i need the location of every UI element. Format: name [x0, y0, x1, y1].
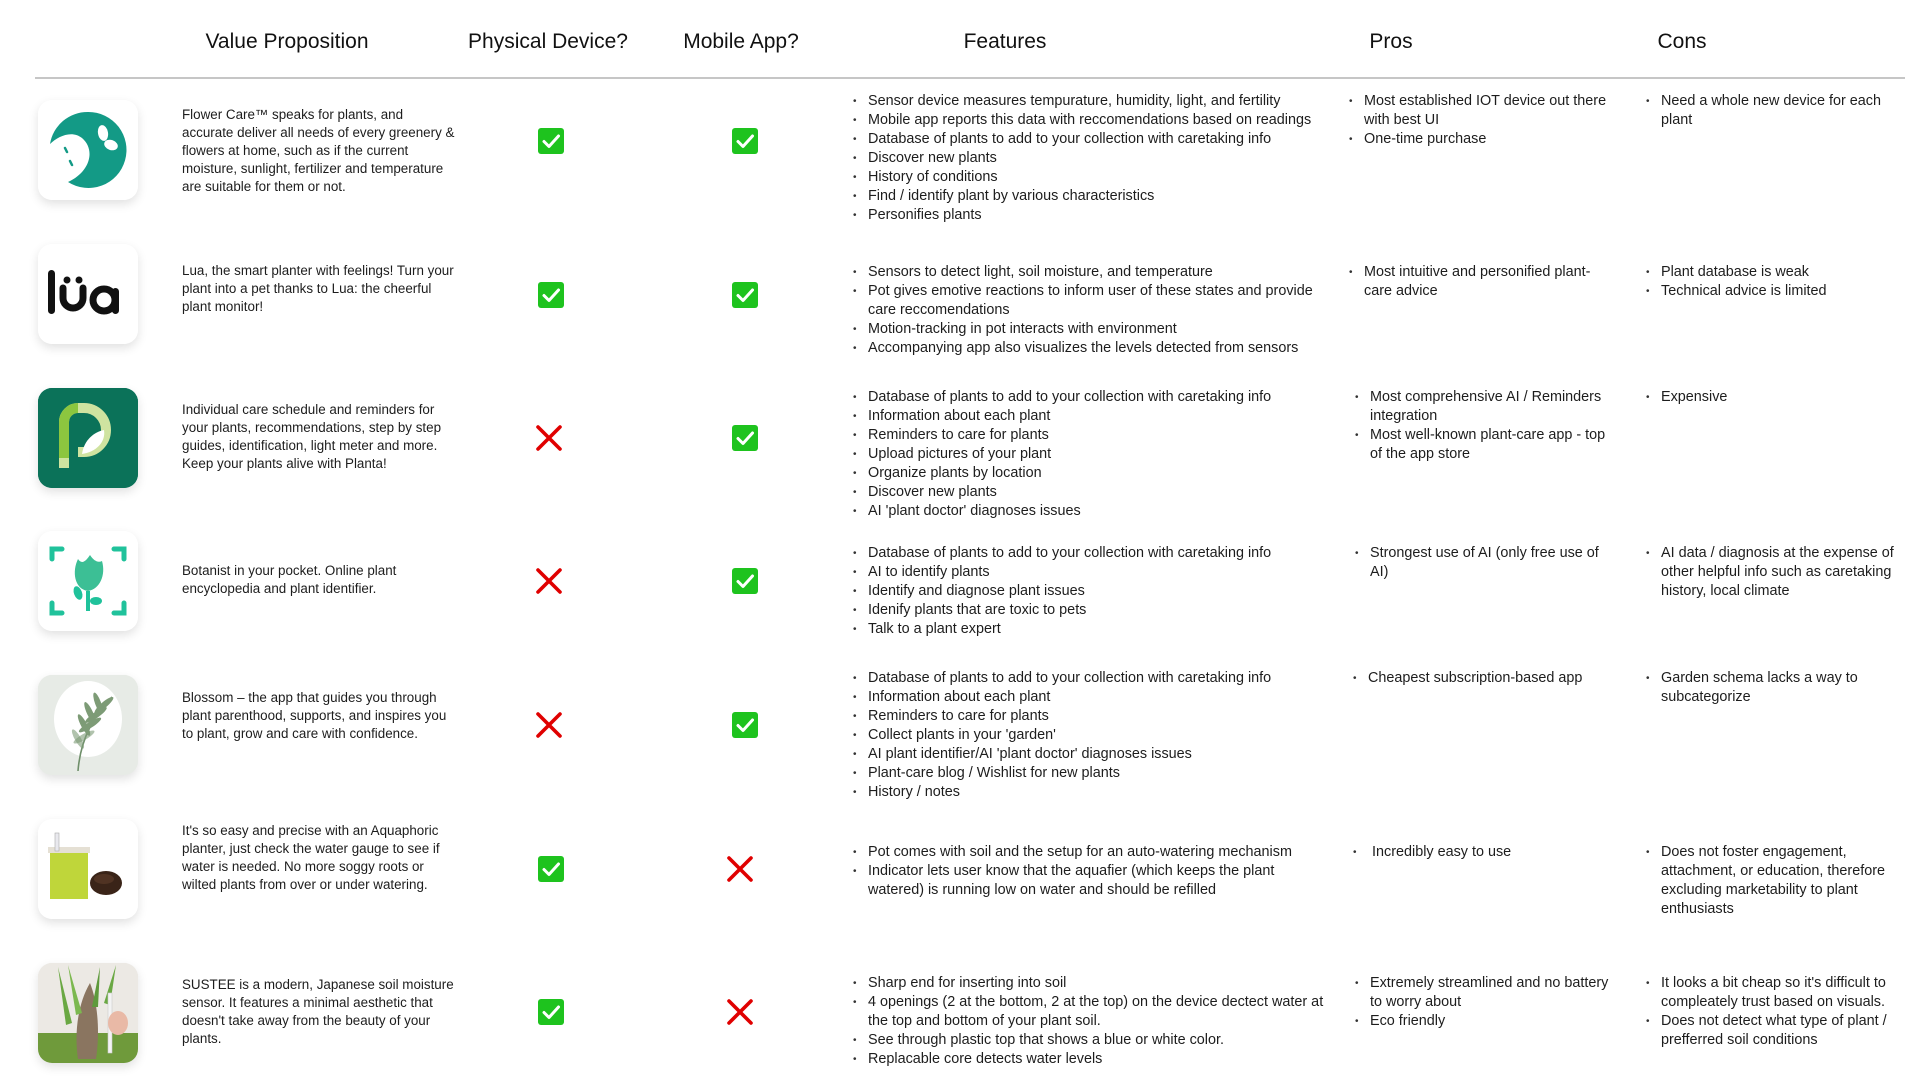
feature-item: • Identify and diagnose plant issues — [852, 582, 1332, 601]
pro-item: • Most well-known plant-care app - top of the app store — [1354, 426, 1618, 464]
feature-item: • Accompanying app also visualizes the levels detected from sensors — [852, 339, 1332, 358]
feature-item: • History / notes — [852, 783, 1332, 802]
pro-item: • Strongest use of AI (only free use of AI) — [1354, 544, 1618, 582]
feature-item: • 4 openings (2 at the bottom, 2 at the top) on the device dectect water at the top and bottom of your plant soil. — [852, 993, 1332, 1031]
pro-item: • Most intuitive and personified plant-care advice — [1348, 263, 1618, 301]
feature-item: • AI plant identifier/AI 'plant doctor' diagnoses issues — [852, 745, 1332, 764]
header-divider — [35, 77, 1905, 79]
value-proposition-text: Flower Care™ speaks for plants, and accurate deliver all needs of every greenery & flowers at home, such as if the current moisture, sunlight, fertilizer and temperature are suitable for them or not. — [182, 107, 455, 194]
physical-device-cross-icon — [535, 424, 563, 452]
value-proposition-text: It's so easy and precise with an Aquaphoric planter, just check the water gauge to see if water is needed. No more soggy roots or wilted plants from over or under watering. — [182, 823, 440, 892]
physical-device-check-icon — [537, 855, 565, 883]
feature-item: • Organize plants by location — [852, 464, 1332, 483]
feature-item: • Database of plants to add to your collection with caretaking info — [852, 669, 1332, 688]
con-item: • Does not detect what type of plant / prefferred soil conditions — [1645, 1012, 1910, 1050]
cons-list — [1645, 388, 1910, 407]
cons-list — [1645, 843, 1910, 919]
header-value-proposition: Value Proposition — [205, 30, 369, 53]
feature-item: • Information about each plant — [852, 407, 1332, 426]
mobile-app-check-icon — [731, 281, 759, 309]
feature-item: • Sensors to detect light, soil moisture, and temperature — [852, 263, 1332, 282]
mobile-app-cross-icon — [726, 998, 754, 1026]
pro-item: • Most comprehensive AI / Reminders integration — [1354, 388, 1618, 426]
pro-item: • Most established IOT device out there with best UI — [1348, 92, 1618, 130]
con-item: • Does not foster engagement, attachment, or education, therefore excluding marketability to plant enthusiasts — [1645, 843, 1910, 919]
feature-item: • Discover new plants — [852, 149, 1332, 168]
physical-device-cross-icon — [535, 711, 563, 739]
feature-item: • Pot gives emotive reactions to inform user of these states and provide care reccomendations — [852, 282, 1332, 320]
value-proposition-text: Lua, the smart planter with feelings! Turn your plant into a pet thanks to Lua: the cheerful plant monitor! — [182, 263, 454, 314]
con-item: • Plant database is weak — [1645, 263, 1910, 282]
feature-item: • Personifies plants — [852, 206, 1332, 225]
feature-item: • Plant-care blog / Wishlist for new plants — [852, 764, 1332, 783]
pro-item: • Cheapest subscription-based app — [1352, 669, 1618, 688]
feature-item: • Information about each plant — [852, 688, 1332, 707]
cons-list — [1645, 974, 1910, 1050]
header-physical-device: Physical Device? — [468, 30, 628, 53]
pros-list — [1352, 843, 1618, 862]
feature-item: • Upload pictures of your plant — [852, 445, 1332, 464]
pros-list — [1348, 263, 1618, 301]
features-list — [852, 843, 1332, 900]
mobile-app-check-icon — [731, 711, 759, 739]
cons-list — [1645, 92, 1910, 130]
header-features: Features — [963, 30, 1047, 53]
mobile-app-check-icon — [731, 567, 759, 595]
features-list — [852, 544, 1332, 639]
physical-device-cross-icon — [535, 567, 563, 595]
pro-item: • Eco friendly — [1354, 1012, 1618, 1031]
header-pros: Pros — [1369, 30, 1413, 53]
feature-item: • Discover new plants — [852, 483, 1332, 502]
value-proposition-text: SUSTEE is a modern, Japanese soil moisture sensor. It features a minimal aesthetic that doesn't take away from the beauty of your plants. — [182, 977, 454, 1046]
value-proposition-text: Botanist in your pocket. Online plant encyclopedia and plant identifier. — [182, 563, 397, 596]
con-item: • Need a whole new device for each plant — [1645, 92, 1910, 130]
feature-item: • Collect plants in your 'garden' — [852, 726, 1332, 745]
cons-list — [1645, 263, 1910, 301]
pros-list — [1348, 92, 1618, 149]
feature-item: • AI 'plant doctor' diagnoses issues — [852, 502, 1332, 521]
feature-item: • See through plastic top that shows a blue or white color. — [852, 1031, 1332, 1050]
pros-list — [1354, 974, 1618, 1031]
cons-list — [1645, 669, 1910, 707]
flower-care-logo-icon — [38, 100, 138, 200]
features-list — [852, 974, 1332, 1069]
pros-list — [1354, 544, 1618, 582]
feature-item: • Indicator lets user know that the aquafier (which keeps the plant watered) is running low on water and should be refilled — [852, 862, 1332, 900]
con-item: • Garden schema lacks a way to subcategorize — [1645, 669, 1910, 707]
pro-item: • Incredibly easy to use — [1352, 843, 1618, 862]
blossom-logo-icon — [38, 675, 138, 775]
aquaphoric-planter-image-icon — [38, 819, 138, 919]
feature-item: • Reminders to care for plants — [852, 707, 1332, 726]
feature-item: • Replacable core detects water levels — [852, 1050, 1332, 1069]
physical-device-check-icon — [537, 998, 565, 1026]
features-list — [852, 92, 1332, 225]
cons-list — [1645, 544, 1910, 601]
header-cons: Cons — [1657, 30, 1707, 53]
feature-item: • History of conditions — [852, 168, 1332, 187]
feature-item: • Sharp end for inserting into soil — [852, 974, 1332, 993]
header-mobile-app: Mobile App? — [683, 30, 799, 53]
feature-item: • Sensor device measures tempurature, humidity, light, and fertility — [852, 92, 1332, 111]
feature-item: • Motion-tracking in pot interacts with environment — [852, 320, 1332, 339]
feature-item: • Mobile app reports this data with reccomendations based on readings — [852, 111, 1332, 130]
planta-logo-icon — [38, 388, 138, 488]
mobile-app-cross-icon — [726, 855, 754, 883]
pros-list — [1354, 388, 1618, 464]
features-list — [852, 669, 1332, 802]
feature-item: • Pot comes with soil and the setup for an auto-watering mechanism — [852, 843, 1332, 862]
physical-device-check-icon — [537, 127, 565, 155]
features-list — [852, 263, 1332, 358]
con-item: • AI data / diagnosis at the expense of other helpful info such as caretaking history, local climate — [1645, 544, 1910, 601]
feature-item: • Database of plants to add to your collection with caretaking info — [852, 388, 1332, 407]
feature-item: • Reminders to care for plants — [852, 426, 1332, 445]
feature-item: • Database of plants to add to your collection with caretaking info — [852, 130, 1332, 149]
con-item: • Technical advice is limited — [1645, 282, 1910, 301]
physical-device-check-icon — [537, 281, 565, 309]
features-list — [852, 388, 1332, 521]
sustee-sensor-photo-icon — [38, 963, 138, 1063]
lua-logo-icon — [38, 244, 138, 344]
feature-item: • Database of plants to add to your collection with caretaking info — [852, 544, 1332, 563]
picturethis-logo-icon — [38, 531, 138, 631]
mobile-app-check-icon — [731, 424, 759, 452]
pro-item: • Extremely streamlined and no battery to worry about — [1354, 974, 1618, 1012]
pros-list — [1352, 669, 1618, 688]
pro-item: • One-time purchase — [1348, 130, 1618, 149]
con-item: • It looks a bit cheap so it's difficult to compleately trust based on visuals. — [1645, 974, 1910, 1012]
value-proposition-text: Blossom – the app that guides you through plant parenthood, supports, and inspires you to plant, grow and care with confidence. — [182, 690, 447, 741]
feature-item: • Idenify plants that are toxic to pets — [852, 601, 1332, 620]
con-item: • Expensive — [1645, 388, 1910, 407]
mobile-app-check-icon — [731, 127, 759, 155]
feature-item: • AI to identify plants — [852, 563, 1332, 582]
feature-item: • Find / identify plant by various characteristics — [852, 187, 1332, 206]
feature-item: • Talk to a plant expert — [852, 620, 1332, 639]
value-proposition-text: Individual care schedule and reminders for your plants, recommendations, step by step guides, identification, light meter and more. Keep your plants alive with Planta! — [182, 402, 442, 471]
